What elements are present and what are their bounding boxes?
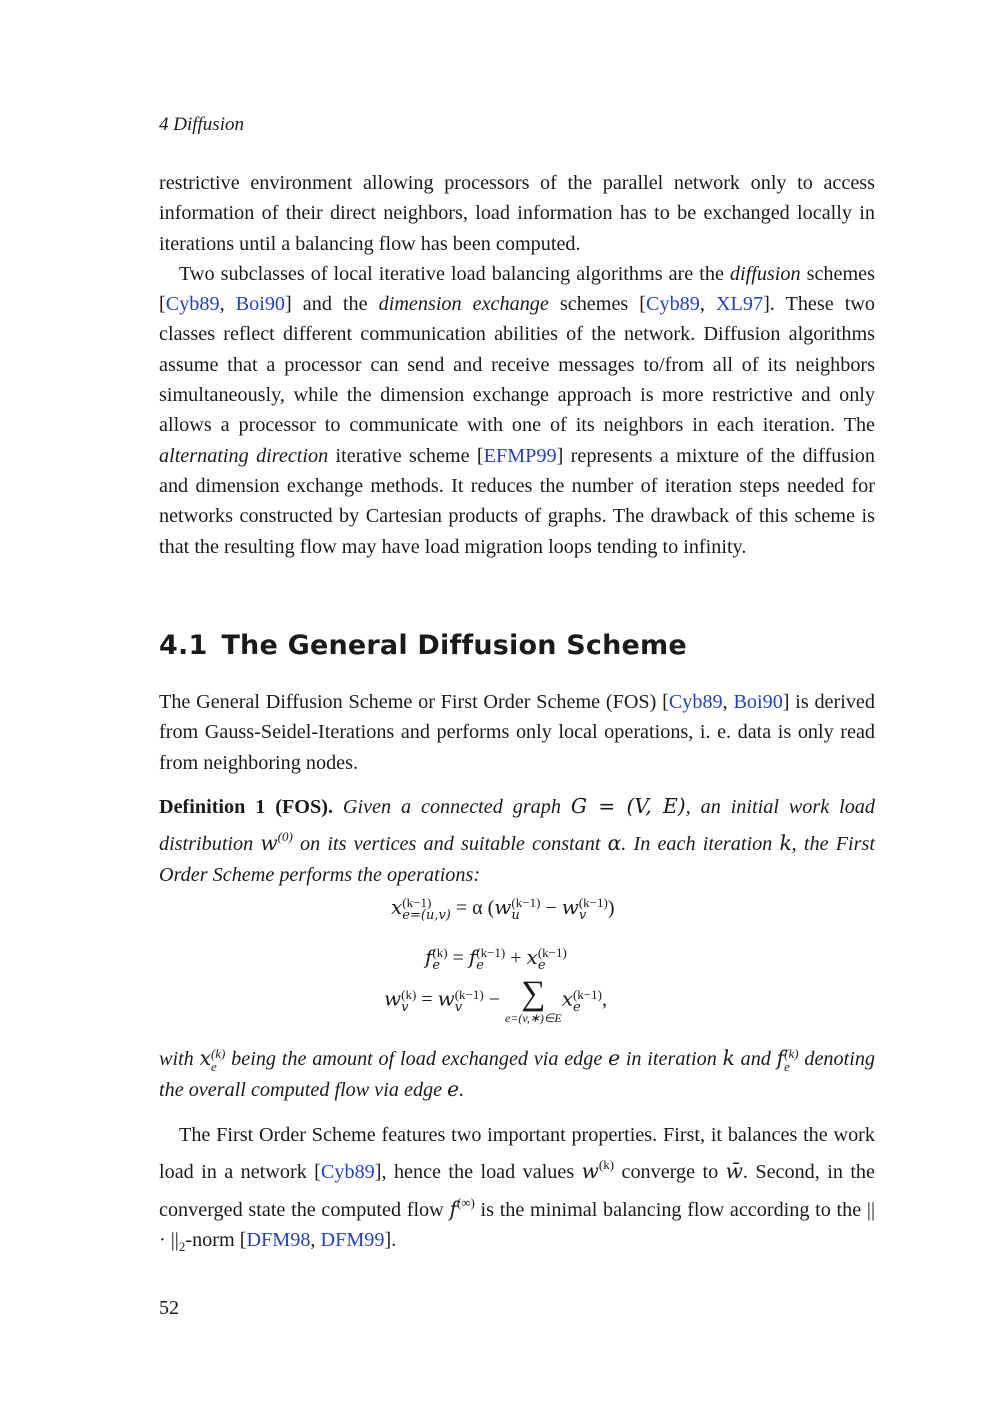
math-inline: G = (V, E) — [570, 794, 686, 818]
math-symbol: x — [561, 986, 573, 1011]
math-symbol: w — [384, 986, 402, 1011]
math-inline: e — [447, 1077, 460, 1102]
math-superscript: (k−1) — [537, 945, 567, 961]
math-supsub — [784, 1047, 798, 1073]
math-inline: k — [779, 831, 792, 856]
text-run: The First Order Scheme features two important properties. First, it balances the work load in a network [ — [159, 1124, 875, 1184]
body-block-fos-intro — [159, 687, 875, 778]
page-number: 52 — [159, 1297, 179, 1319]
math-operator: − — [540, 897, 562, 919]
math-subscript: v — [454, 1000, 463, 1015]
math-operator: ) — [607, 897, 615, 919]
math-inline: w — [260, 831, 278, 856]
text-run: . In each iteration — [621, 833, 780, 856]
math-subscript: e — [784, 1059, 790, 1075]
math-subscript: e — [432, 958, 441, 974]
text-run: converge to — [614, 1161, 726, 1184]
emphasis-alternating-direction: alternating direction — [159, 444, 329, 467]
text-run: ] represents a mixture of the diffusion and dimension exchange methods. It reduces the number of iteration steps needed for networks constructed by Cartesian products of graphs. The drawback of this scheme is that the resulting flow may have load migration loops tending to infinity. — [159, 444, 875, 558]
math-operator: = — [416, 988, 438, 1011]
math-symbol: w — [494, 895, 512, 919]
text-run: , — [219, 293, 236, 316]
text-run: iterative scheme [ — [328, 444, 484, 467]
emphasis-diffusion: diffusion — [729, 262, 801, 285]
text-run: ] is derived from Gauss-Seidel-Iterations and performs only local operations, i. e. data is only read from neighboring nodes. — [159, 691, 875, 774]
math-superscript: (k−1) — [454, 987, 484, 1002]
math-superscript: (k) — [210, 1046, 226, 1062]
paragraph-properties — [159, 1120, 875, 1262]
math-subscript: e — [210, 1059, 217, 1075]
math-supsub — [401, 988, 416, 1014]
summation-limit: e=(v,∗)∈E — [504, 1011, 562, 1025]
text-run: ], hence the load values — [374, 1161, 582, 1184]
text-run: ]. — [384, 1228, 397, 1251]
math-inline: α — [607, 831, 622, 856]
text-run: , an initial work load distribution — [159, 796, 875, 856]
body-block-properties — [159, 1120, 875, 1262]
math-subscript: 2 — [178, 1238, 186, 1254]
text-run: , — [310, 1228, 321, 1251]
math-supsub — [455, 988, 484, 1014]
citation-link[interactable]: Cyb89 — [646, 293, 700, 316]
definition-closing — [159, 1043, 875, 1106]
math-inline: f — [449, 1196, 457, 1221]
math-supsub — [476, 946, 505, 972]
math-supsub — [511, 896, 540, 922]
math-operator: + — [505, 947, 527, 969]
text-run: Two subclasses of local iterative load balancing algorithms are the — [179, 262, 730, 285]
citation-link[interactable]: Boi90 — [235, 293, 286, 316]
math-inline: w̄ — [725, 1159, 743, 1184]
text-run: Given a connected graph — [333, 796, 571, 818]
math-superscript: (k−1) — [402, 895, 432, 911]
citation-link[interactable]: Cyb89 — [320, 1161, 375, 1184]
math-operator: = α ( — [450, 897, 495, 919]
math-symbol: w — [437, 986, 455, 1011]
math-supsub — [579, 896, 608, 922]
math-superscript: (k) — [598, 1157, 615, 1173]
math-superscript: (k−1) — [578, 895, 608, 911]
math-supsub — [211, 1047, 225, 1073]
citation-link[interactable]: EFMP99 — [483, 444, 557, 467]
definition-block — [159, 791, 875, 890]
math-inline: w — [581, 1159, 599, 1184]
math-operator: − — [483, 988, 505, 1011]
text-run: being the amount of load exchanged via edge — [225, 1048, 609, 1070]
text-run: in iteration — [620, 1048, 723, 1070]
paragraph-subclasses — [159, 259, 875, 562]
text-run: on its vertices and suitable constant — [292, 833, 608, 856]
citation-link[interactable]: DFM99 — [320, 1228, 385, 1251]
emphasis-dimension-exchange: dimension exchange — [378, 293, 549, 316]
text-run: is the minimal balancing flow according to the || · || — [159, 1198, 875, 1251]
running-head: 4 Diffusion — [159, 114, 244, 135]
math-symbol: f — [425, 945, 433, 969]
math-inline: f — [776, 1046, 785, 1070]
math-supsub — [573, 988, 602, 1014]
math-superscript: (k) — [784, 1046, 799, 1062]
text-run: ]. These two classes reflect different communication abilities of the network. Diffusion algorithms assume that a processor can send and receive messages to/from all of its neighbors simultaneously, while the dimension exchange approach is more restrictive and only allows a processor to communicate with one of its neighbors in each iteration. The — [159, 293, 875, 437]
text-run: -norm [ — [185, 1228, 247, 1251]
text-run: ] and the — [285, 293, 379, 316]
math-subscript: e=(u,v) — [402, 908, 451, 924]
citation-link[interactable]: DFM98 — [246, 1228, 311, 1251]
math-subscript: e — [537, 958, 546, 974]
summation — [505, 977, 562, 1025]
equation-flow-update — [425, 945, 567, 972]
text-run: . — [459, 1079, 465, 1102]
math-operator: = — [447, 947, 469, 969]
paragraph-fos-intro — [159, 687, 875, 778]
math-symbol: x — [391, 895, 403, 919]
math-supsub — [432, 946, 447, 972]
text-run: , — [722, 691, 734, 713]
math-symbol: w — [561, 895, 579, 919]
text-run: denoting the overall computed flow via edge — [159, 1048, 876, 1102]
body-block-intro — [159, 168, 875, 562]
math-inline: k — [722, 1046, 735, 1070]
math-subscript: e — [572, 1000, 581, 1015]
math-symbol: x — [526, 945, 538, 969]
text-run: schemes [ — [159, 262, 875, 316]
math-superscript: (0) — [277, 829, 293, 845]
text-run: The General Diffusion Scheme or First Order Scheme (FOS) [ — [159, 691, 669, 713]
math-subscript: e — [476, 958, 484, 974]
definition-text — [159, 791, 875, 890]
math-supsub — [538, 946, 567, 972]
text-run: , — [699, 293, 716, 316]
math-inline: x — [199, 1046, 211, 1070]
math-supsub — [402, 896, 451, 922]
text-run: , the First Order Scheme performs the operations: — [159, 833, 875, 886]
definition-closing-text — [159, 1043, 875, 1106]
math-superscript: (∞) — [456, 1194, 475, 1210]
math-superscript: (k−1) — [572, 987, 602, 1002]
equation-edge-exchange — [391, 895, 615, 922]
section-title: The General Diffusion Scheme — [221, 630, 687, 661]
math-superscript: (k−1) — [476, 945, 506, 961]
citation-link[interactable]: Cyb89 — [165, 293, 220, 316]
text-run: schemes [ — [548, 293, 647, 316]
math-superscript: (k−1) — [511, 895, 541, 911]
text-run: and — [734, 1048, 777, 1070]
section-heading — [159, 630, 687, 661]
citation-link[interactable]: Boi90 — [733, 691, 783, 713]
citation-link[interactable]: XL97 — [715, 293, 764, 316]
math-subscript: v — [401, 1000, 409, 1015]
paragraph-continuation: restrictive environment allowing processors of the parallel network only to access information of their direct neighbors, load information has to be exchanged locally in iterations until a balancing flow has been computed. — [159, 172, 875, 255]
math-superscript: (k) — [432, 945, 448, 961]
math-symbol: f — [468, 945, 477, 969]
math-inline: e — [608, 1046, 621, 1070]
math-operator: , — [601, 988, 607, 1011]
math-subscript: v — [578, 908, 587, 924]
definition-head: Definition 1 (FOS). — [159, 796, 334, 818]
section-number: 4.1 — [159, 630, 208, 661]
math-subscript: u — [511, 908, 520, 924]
equation-load-update — [384, 977, 607, 1025]
summation-sign: ∑ — [521, 975, 546, 1012]
citation-link[interactable]: Cyb89 — [668, 691, 723, 713]
text-run: with — [159, 1048, 200, 1070]
math-superscript: (k) — [401, 987, 417, 1002]
text-run: . Second, in the converged state the computed flow — [159, 1161, 875, 1221]
